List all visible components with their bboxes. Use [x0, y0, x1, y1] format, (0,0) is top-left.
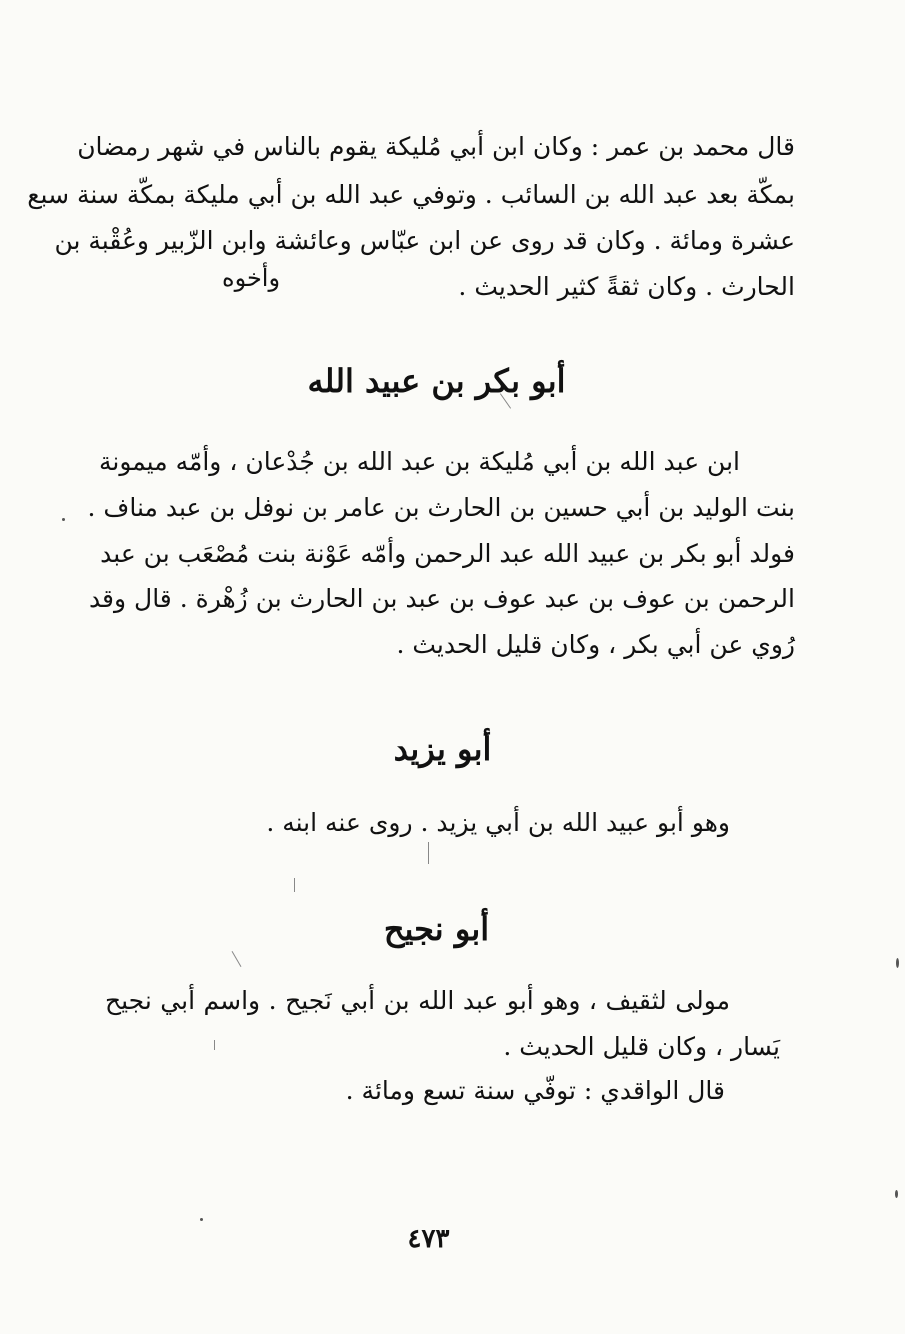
page-number-text: ٤٧٣ — [407, 1224, 450, 1254]
paragraph-line: فولد أبو بكر بن عبيد الله عبد الرحمن وأمّه عَوْنة بنت مُصْعَب بن عبد — [100, 539, 795, 568]
paragraph-line: قال الواقدي : توفّي سنة تسع ومائة . — [345, 1076, 725, 1105]
scan-speck — [62, 518, 65, 521]
entry-heading: أبو نجيح — [383, 910, 490, 948]
paragraph-line: ابن عبد الله بن أبي مُليكة بن عبد الله بن جُدْعان ، وأمّه ميمونة — [98, 447, 740, 476]
paragraph-line: وهو أبو عبيد الله بن أبي يزيد . روى عنه ابنه . — [266, 808, 730, 837]
scan-scratch — [428, 842, 429, 864]
paragraph-line: رُوي عن أبي بكر ، وكان قليل الحديث . — [396, 630, 795, 659]
scan-speck — [895, 1190, 898, 1198]
scan-scratch — [232, 951, 242, 967]
page-number — [0, 1224, 905, 1254]
paragraph-line: الرحمن بن عوف بن عبد عوف بن عبد بن الحارث بن زُهْرة . قال وقد — [88, 584, 795, 613]
entry-heading: أبو بكر بن عبيد الله — [307, 362, 566, 400]
paragraph-line: عشرة ومائة . وكان قد روى عن ابن عبّاس وعائشة وابن الزّبير وعُقْبة بن — [54, 226, 795, 255]
entry-heading: أبو يزيد — [393, 730, 492, 768]
paragraph-line: الحارث . وكان ثقةً كثير الحديث . — [458, 272, 795, 301]
paragraph-line: قال محمد بن عمر : وكان ابن أبي مُليكة يقوم بالناس في شهر رمضان — [77, 132, 795, 161]
scan-scratch — [214, 1040, 215, 1050]
paragraph-line: بمكّة بعد عبد الله بن السائب . وتوفي عبد الله بن أبي مليكة بمكّة سنة سبع — [27, 180, 795, 209]
paragraph-line: يَسار ، وكان قليل الحديث . — [503, 1032, 780, 1061]
paragraph-line: بنت الوليد بن أبي حسين بن الحارث بن عامر بن نوفل بن عبد مناف . — [87, 493, 795, 522]
paragraph-line: مولى لثقيف ، وهو أبو عبد الله بن أبي نَجيح . واسم أبي نجيح — [105, 986, 730, 1015]
scan-speck — [200, 1218, 203, 1221]
scan-speck — [896, 958, 899, 968]
scan-scratch — [294, 878, 295, 892]
margin-note: وأخوه — [222, 264, 281, 292]
